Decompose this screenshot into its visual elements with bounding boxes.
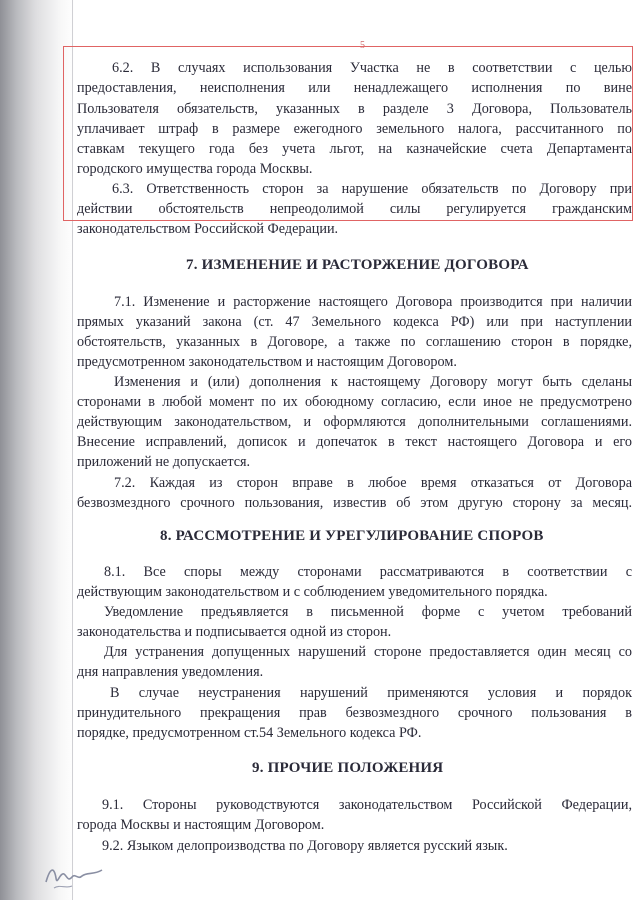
changes-para-line: Внесение исправлений, дописок и допечаток в текст настоящего Договора и его (77, 434, 632, 450)
remedy-para-line: дня направления уведомления. (77, 664, 264, 680)
changes-para-line: приложений не допускается. (77, 454, 251, 470)
clause-9-1-line: города Москвы и настоящим Договором. (77, 817, 325, 833)
clause-6-2-line: уплачивает штраф в размере ежегодного земельного налога, рассчитанного по (77, 121, 632, 137)
clause-8-1-line: действующим законодательством и с соблюдением уведомительного порядка. (77, 584, 548, 600)
clause-6-2-line: ставкам текущего года без учета льгот, на казначейские счета Департамента (77, 141, 632, 157)
notice-para-line: законодательства и подписывается одной из сторон. (77, 624, 392, 640)
page-number: 5 (360, 40, 365, 51)
clause-7-1-line: прямых указаний закона (ст. 47 Земельного кодекса РФ) или при наступлении (77, 314, 632, 330)
termination-para-line: В случае неустранения нарушений применяются условия и порядок (110, 685, 632, 701)
changes-para-line: Изменения и (или) дополнения к настоящему Договору могут быть сделаны (114, 374, 632, 390)
clause-7-2-line: 7.2. Каждая из сторон вправе в любое время отказаться от Договора (114, 475, 632, 491)
clause-6-2-line: 6.2. В случаях использования Участка не в соответствии с целью (112, 60, 632, 76)
remedy-para-line: Для устранения допущенных нарушений стороне предоставляется один месяц со (104, 644, 632, 660)
signature-mark (42, 858, 112, 894)
clause-6-3-line: законодательством Российской Федерации. (77, 221, 339, 237)
clause-7-2-line: безвозмездного срочного пользования, известив об этом другую сторону за месяц. (77, 495, 632, 511)
termination-para-line: порядке, предусмотренном ст.54 Земельного кодекса РФ. (77, 725, 422, 741)
clause-7-1-line: обстоятельств, указанных в Договоре, а также по соглашению сторон в порядке, (77, 334, 632, 350)
clause-6-2-line: Пользователя обязательств, указанных в разделе 3 Договора, Пользователь (77, 101, 632, 117)
changes-para-line: сторонами в любой момент по их обоюдному согласию, если иное не предусмотрено (77, 394, 632, 410)
clause-6-2-line: городского имущества города Москвы. (77, 161, 313, 177)
clause-7-1-line: предусмотренном законодательством и настоящим Договором. (77, 354, 457, 370)
clause-6-3-line: 6.3. Ответственность сторон за нарушение обязательств по Договору при (112, 181, 632, 197)
clause-6-3-line: действии обстоятельств непреодолимой силы регулируется гражданским (77, 201, 632, 217)
notice-para-line: Уведомление предъявляется в письменной форме с учетом требований (104, 604, 632, 620)
clause-6-2-line: предоставления, неисполнения или ненадлежащего исполнения по вине (77, 80, 632, 96)
clause-9-1-line: 9.1. Стороны руководствуются законодательством Российской Федерации, (102, 797, 632, 813)
section-7-heading: 7. ИЗМЕНЕНИЕ И РАСТОРЖЕНИЕ ДОГОВОРА (186, 257, 529, 273)
clause-7-1-line: 7.1. Изменение и расторжение настоящего Договора производится при наличии (114, 294, 632, 310)
termination-para-line: принудительного прекращения прав безвозмездного срочного пользования в (77, 705, 632, 721)
clause-9-2-line: 9.2. Языком делопроизводства по Договору является русский язык. (102, 838, 508, 854)
section-9-heading: 9. ПРОЧИЕ ПОЛОЖЕНИЯ (252, 760, 444, 776)
changes-para-line: действующим законодательством, и оформляются дополнительными соглашениями. (77, 414, 632, 430)
clause-8-1-line: 8.1. Все споры между сторонами рассматриваются в соответствии с (104, 564, 632, 580)
document-page (74, 0, 637, 900)
section-8-heading: 8. РАССМОТРЕНИЕ И УРЕГУЛИРОВАНИЕ СПОРОВ (160, 528, 544, 544)
